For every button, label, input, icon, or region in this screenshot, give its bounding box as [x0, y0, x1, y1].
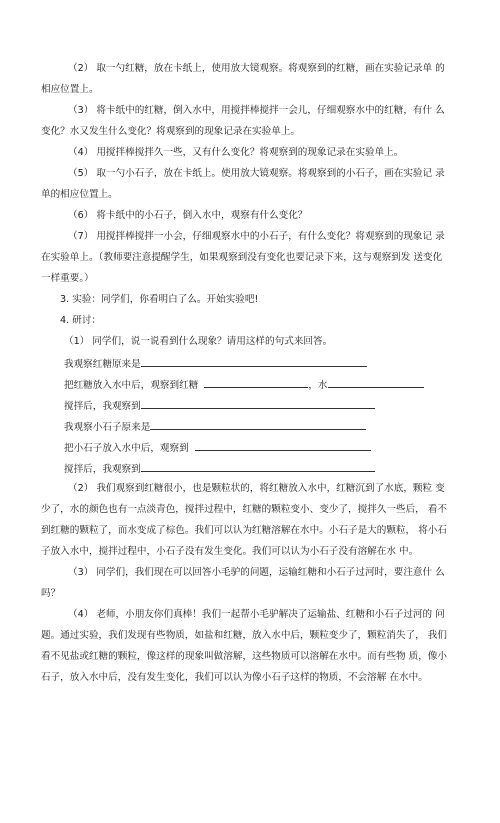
fill-sentence-4: [64, 420, 366, 434]
answer-blank[interactable]: [141, 462, 375, 472]
discussion-3-line-2: 吗？: [41, 588, 61, 599]
fill-sentence-2: [64, 378, 424, 392]
discussion-4-line-4: 石子，放入水中后，没有发生变化，我们可以认为像小石子这样的物质，不会溶解 在水中。: [41, 672, 428, 683]
discussion-2-line-1: （2） 我们观察到红糖很小，也是颗粒状的，将红糖放入水中，红糖沉到了水底，颗粒 变: [68, 483, 445, 494]
paragraph-7-line-1: （7） 用搅拌棒搅拌一小会，仔细观察水中的小石子，有什么变化？将观察到的现象记 录: [68, 231, 445, 242]
paragraph-3-line-2: 变化？水又发生什么变化？将观察到的现象记录在实验单上。: [41, 126, 301, 137]
discussion-1-line: （1） 同学们，说一说看到什么现象？请用这样的句式来回答。: [64, 336, 333, 347]
answer-blank[interactable]: [328, 378, 424, 388]
section-4-heading: 4. 研讨：: [60, 315, 101, 326]
discussion-2-line-3: 到红糖的颗粒了，而水变成了棕色。我们可以认为红糖溶解在水中。小石子是大的颗粒， 将小石: [41, 525, 447, 536]
discussion-3-line-1: （3） 同学们，我们现在可以回答小毛驴的问题，运输红糖和小石子过河时，要注意什 么: [68, 567, 445, 578]
discussion-4-line-3: 看不见盐或红糖的颗粒，像这样的现象叫做溶解，这些物质可以溶解在水中。而有些物 质，像小: [41, 651, 447, 662]
fill-sentence-4-text: 我观察小石子原来是: [64, 422, 151, 433]
answer-blank[interactable]: [195, 441, 371, 451]
paragraph-5-line-1: （5） 取一勺小石子，放在卡纸上。使用放大镜观察。将观察到的小石子，画在实验记 录: [68, 168, 445, 179]
discussion-2-line-4: 子放入水中，搅拌过程中，小石子没有发生变化。我们可以认为小石子没有溶解在水 中。: [41, 546, 419, 557]
paragraph-2-line-2: 相应位置上。: [41, 84, 99, 95]
discussion-4-line-1: （4） 老师，小朋友你们真棒！我们一起帮小毛驴解决了运输盐、红糖和小石子过河的 问: [68, 609, 445, 620]
paragraph-4-line-1: （4） 用搅拌棒搅拌久一些，又有什么变化？将观察到的现象记录在实验单上。: [68, 147, 404, 158]
answer-blank[interactable]: [141, 357, 367, 367]
discussion-2-line-2: 少了，水的颜色也有一点淡青色，搅拌过程中，红糖的颗粒变小、变少了，搅拌久一些后， 看不: [41, 504, 447, 515]
fill-sentence-5-text: 把小石子放入水中后，观察到: [64, 443, 189, 454]
section-3-heading: 3. 实验：同学们，你看明白了么。开始实验吧!: [60, 294, 259, 305]
fill-sentence-1: [64, 357, 367, 371]
answer-blank[interactable]: [150, 420, 366, 430]
paragraph-7-line-3: 一样重要。）: [41, 273, 94, 284]
paragraph-5-line-2: 单的相应位置上。: [41, 189, 118, 200]
paragraph-2-line-1: （2） 取一勺红糖，放在卡纸上，使用放大镜观察。将观察到的红糖，画在实验记录单 的: [68, 63, 445, 74]
fill-sentence-3: [64, 399, 375, 413]
fill-sentence-2-text: 把红糖放入水中后，观察到红糖: [64, 380, 199, 391]
paragraph-3-line-1: （3） 将卡纸中的红糖，倒入水中，用搅拌棒搅拌一会儿，仔细观察水中的红糖，有什 么: [68, 105, 445, 116]
paragraph-6-line-1: （6） 将卡纸中的小石子，倒入水中，观察有什么变化？: [68, 210, 308, 221]
paragraph-7-line-2: 在实验单上。（教师要注意提醒学生，如果观察到没有变化也要记录下来，这与观察到发 送变化: [41, 252, 443, 263]
fill-sentence-1-text: 我观察红糖原来是: [64, 359, 141, 370]
fill-sentence-2-water: ，水: [308, 380, 328, 391]
answer-blank[interactable]: [204, 378, 308, 388]
fill-sentence-6-text: 搅拌后，我观察到: [64, 464, 141, 475]
answer-blank[interactable]: [141, 399, 375, 409]
discussion-4-line-2: 题。通过实验，我们发现有些物质，如盐和红糖，放入水中后，颗粒变少了，颗粒消失了， 我们: [41, 630, 447, 641]
fill-sentence-6: [64, 462, 375, 476]
fill-sentence-5: [64, 441, 371, 455]
fill-sentence-3-text: 搅拌后，我观察到: [64, 401, 141, 412]
